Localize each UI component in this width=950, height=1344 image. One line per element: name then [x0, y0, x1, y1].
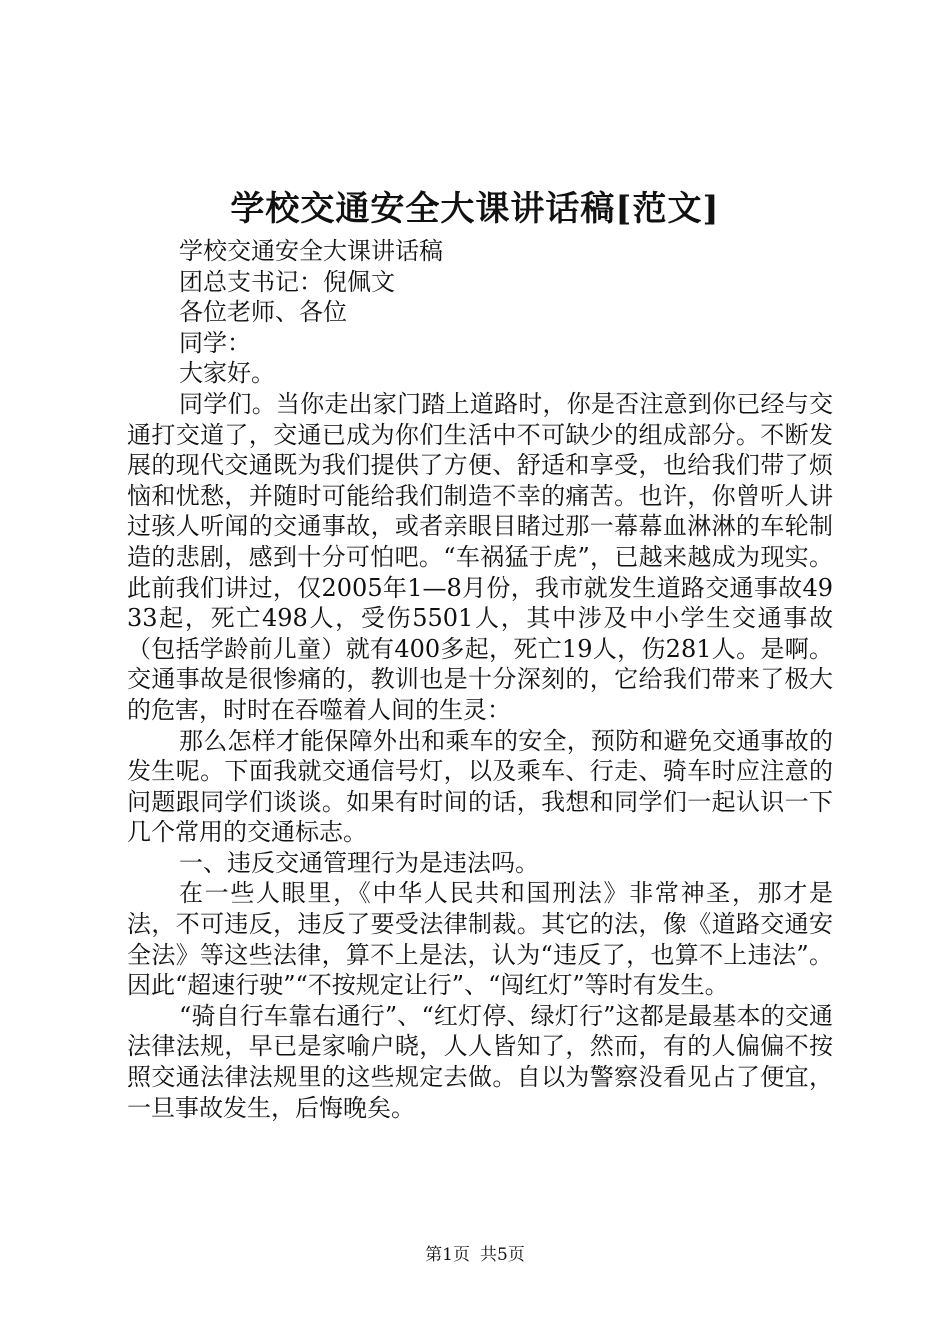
document-body: [127, 236, 833, 1123]
paragraph-section-heading: 一、违反交通管理行为是违法吗。: [179, 848, 539, 877]
page-number: 第1页: [425, 1245, 470, 1265]
paragraph-body: 那么怎样才能保障外出和乘车的安全，预防和避免交通事故的发生呢。下面我就交通信号灯，以及乘车、行走、骑车时应注意的问题跟同学们谈谈。如果有时间的话，我想和同学们一起认识一下几个常用的交通标志。: [127, 726, 833, 847]
document-title: 学校交通安全大课讲话稿[范文]: [230, 189, 720, 229]
paragraph-salutation-2: 同学：: [179, 328, 251, 357]
paragraph-salutation-1: 各位老师、各位: [179, 298, 347, 327]
paragraph-greeting: 大家好。: [179, 359, 275, 388]
page-total: 共5页: [480, 1245, 525, 1265]
paragraph-body: 在一些人眼里，《中华人民共和国刑法》非常神圣，那才是法，不可违反，违反了要受法律制裁。其它的法，像《道路交通安全法》等这些法律，算不上是法，认为“违反了，也算不上违法”。因此“超速行驶”“不按规定让行”、“闯红灯”等时有发生。: [127, 879, 833, 1000]
paragraph-heading: 学校交通安全大课讲话稿: [179, 237, 443, 265]
paragraph-body: 同学们。当你走出家门踏上道路时，你是否注意到你已经与交通打交道了，交通已成为你们生活中不可缺少的组成部分。不断发展的现代交通既为我们提供了方便、舒适和享受，也给我们带了烦恼和忧愁，并随时可能给我们制造不幸的痛苦。也许，你曾听人讲过骇人听闻的交通事故，或者亲眼目睹过那一幕幕血淋淋的车轮制造的悲剧，感到十分可怕吧。“车祸猛于虎”，已越来越成为现实。此前我们讲过，仅2005年1—8月份，我市就发生道路交通事故4933起，死亡498人，受伤5501人，其中涉及中小学生交通事故（包括学龄前儿童）就有400多起，死亡19人，伤281人。是啊。交通事故是很惨痛的，教训也是十分深刻的，它给我们带来了极大的危害，时时在吞噬着人间的生灵：: [127, 389, 833, 724]
page-footer: [0, 1243, 950, 1267]
paragraph-author: 团总支书记：倪佩文: [179, 267, 395, 296]
paragraph-body: “骑自行车靠右通行”、“红灯停、绿灯行”这都是最基本的交通法律法规，早已是家喻户晓，人人皆知了，然而，有的人偏偏不按照交通法律法规里的这些规定去做。自以为警察没看见占了便宜，一旦事故发生，后悔晚矣。: [127, 1001, 833, 1122]
